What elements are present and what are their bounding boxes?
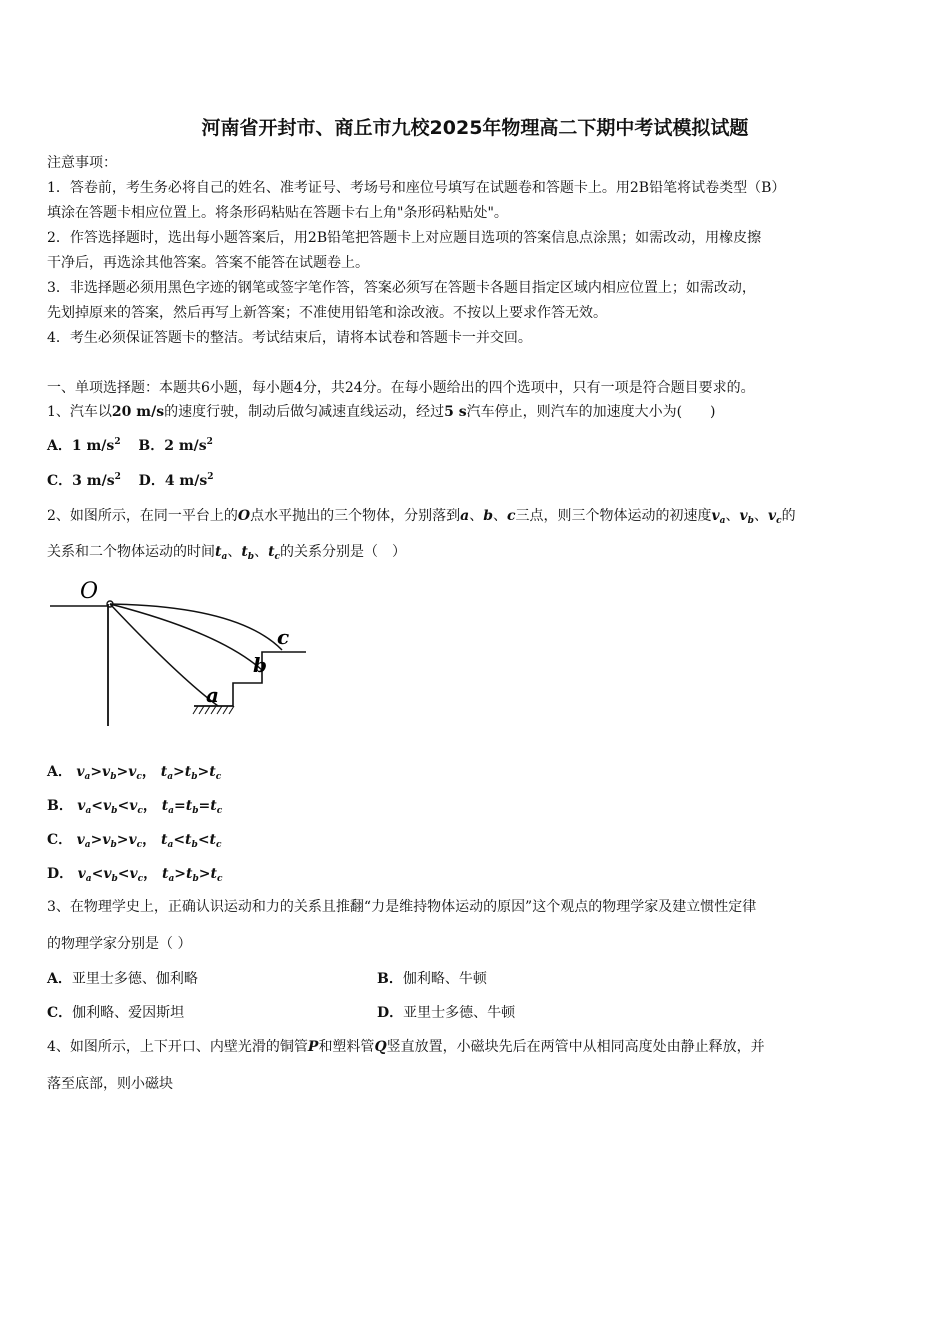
sub: c bbox=[136, 772, 142, 782]
q2-var-v: v bbox=[767, 508, 777, 524]
notice-line: 4．考生必须保证答题卡的整洁。考试结束后，请将本试卷和答题卡一并交回。 bbox=[47, 330, 532, 346]
q1-time: 5 s bbox=[444, 404, 467, 420]
sub: b bbox=[110, 772, 117, 782]
option-letter: A． bbox=[47, 971, 72, 987]
sub: b bbox=[192, 806, 199, 816]
relation: > bbox=[174, 866, 187, 882]
var-v: v bbox=[102, 764, 111, 780]
q1-option-exp: 2 bbox=[114, 437, 121, 447]
q4-var-p: P bbox=[307, 1039, 319, 1055]
var-t: t bbox=[209, 832, 217, 848]
q1-option-value: 1 m/s bbox=[71, 438, 115, 454]
var-v: v bbox=[129, 866, 138, 882]
sub: b bbox=[192, 874, 199, 884]
relation: = bbox=[198, 798, 211, 814]
question-1-stem bbox=[47, 401, 716, 421]
relation: < bbox=[197, 832, 210, 848]
q1-text: 汽车停止，则汽车的加速度大小为( ) bbox=[466, 404, 716, 420]
relation: > bbox=[90, 832, 103, 848]
q2-option-c: C． $v_a>v_b>v_c$， $t_a<t_b<t_c$ bbox=[47, 832, 222, 850]
sub: c bbox=[137, 874, 144, 884]
var-v: v bbox=[76, 832, 85, 848]
q2-point-b: b bbox=[483, 508, 493, 524]
relation: = bbox=[174, 798, 186, 814]
var-t: t bbox=[210, 798, 217, 814]
var-t: t bbox=[186, 866, 193, 882]
q2-text: 的 bbox=[781, 508, 796, 524]
option-letter: C． bbox=[47, 1005, 73, 1021]
var-t: t bbox=[161, 866, 169, 882]
sub: a bbox=[168, 806, 174, 816]
relation: < bbox=[91, 866, 104, 882]
q1-text: 1、汽车以 bbox=[47, 404, 112, 420]
q2-var-t: t bbox=[241, 544, 248, 560]
option-letter: A． bbox=[47, 764, 72, 780]
q2-var-v: v bbox=[739, 508, 748, 524]
var-t: t bbox=[160, 764, 168, 780]
q4-text: 竖直放置，小磁块先后在两管中从相同高度处由静止释放，并 bbox=[386, 1039, 765, 1055]
option-letter: B． bbox=[47, 798, 73, 814]
q2-sep: 、 bbox=[753, 508, 768, 524]
q2-sep: 、 bbox=[469, 508, 484, 524]
notice-line: 先划掉原来的答案，然后再写上新答案；不准使用铅笔和涂改液。不按以上要求作答无效。 bbox=[47, 305, 607, 321]
var-v: v bbox=[128, 764, 137, 780]
q2-text: 的关系分别是（ ） bbox=[280, 544, 407, 560]
label-o: O bbox=[80, 579, 99, 604]
q1-option-letter: A． bbox=[47, 438, 72, 454]
option-text: 伽利略、爱因斯坦 bbox=[72, 1005, 185, 1021]
notice-line: 填涂在答题卡相应位置上。将条形码粘贴在答题卡右上角"条形码粘贴处"。 bbox=[47, 205, 508, 221]
option-letter: D． bbox=[47, 866, 74, 882]
projectile-figure bbox=[44, 572, 314, 732]
relation: > bbox=[197, 764, 210, 780]
q1-option-value: 4 m/s bbox=[164, 473, 208, 489]
sub: a bbox=[167, 772, 174, 782]
var-t: t bbox=[184, 764, 192, 780]
q1-options-row bbox=[47, 470, 214, 490]
q1-option-value: 3 m/s bbox=[72, 473, 115, 489]
option-letter: B． bbox=[377, 971, 403, 987]
q1-option-letter: C． bbox=[47, 473, 73, 489]
q3-option-a bbox=[47, 968, 198, 988]
var-v: v bbox=[77, 866, 86, 882]
var-v: v bbox=[103, 866, 112, 882]
sub: b bbox=[111, 874, 118, 884]
question-2-stem-line2 bbox=[47, 541, 406, 562]
q1-option-exp: 2 bbox=[114, 472, 121, 482]
notice-line: 2．作答选择题时，选出每小题答案后，用2B铅笔把答题卡上对应题目选项的答案信息点涂黑；如需改动，用橡皮擦 bbox=[47, 230, 762, 246]
sub: c bbox=[215, 772, 222, 782]
q4-var-q: Q bbox=[374, 1039, 387, 1055]
sub: a bbox=[167, 840, 174, 850]
relation: < bbox=[173, 832, 186, 848]
q1-option-letter: D． bbox=[138, 473, 165, 489]
var-v: v bbox=[128, 832, 137, 848]
var-t: t bbox=[209, 764, 216, 780]
q2-var-v: v bbox=[711, 508, 720, 524]
sub: c bbox=[136, 840, 143, 850]
q2-text: 关系和二个物体运动的时间 bbox=[47, 544, 215, 560]
relation: > bbox=[116, 832, 129, 848]
sub: a bbox=[85, 874, 92, 884]
relation: < bbox=[117, 798, 130, 814]
question-3-stem: 3、在物理学史上，正确认识运动和力的关系且推翻“力是维持物体运动的原因”这个观点的物理学家及建立惯性定律 bbox=[47, 899, 757, 915]
q2-option-a: A． $v_a>v_b>v_c$， $t_a>t_b>t_c$ bbox=[47, 764, 222, 782]
q4-text: 和塑料管 bbox=[318, 1039, 375, 1055]
notice-heading: 注意事项： bbox=[47, 155, 117, 171]
q2-text: 2、如图所示，在同一平台上的 bbox=[47, 508, 238, 524]
q2-sub: c bbox=[274, 552, 281, 562]
q2-text: 三点，则三个物体运动的初速度 bbox=[515, 508, 712, 524]
q1-option-letter: B． bbox=[138, 438, 165, 454]
q2-text: 点水平抛出的三个物体，分别落到 bbox=[250, 508, 461, 524]
q2-sub: b bbox=[247, 552, 255, 562]
label-a: a bbox=[206, 683, 219, 707]
q2-point-c: c bbox=[507, 508, 516, 524]
q2-point-a: a bbox=[460, 508, 470, 524]
sub: c bbox=[217, 874, 223, 884]
q2-sub: b bbox=[747, 516, 754, 526]
relation: > bbox=[116, 764, 129, 780]
var-t: t bbox=[185, 832, 192, 848]
sub: c bbox=[137, 806, 143, 816]
relation: > bbox=[90, 764, 103, 780]
q2-option-b: B． $v_a<v_b<v_c$， $t_a=t_b=t_c$ bbox=[47, 798, 223, 816]
sub: b bbox=[111, 806, 118, 816]
sub: b bbox=[191, 772, 198, 782]
var-t: t bbox=[185, 798, 193, 814]
notice-line: 干净后，再选涂其他答案。答案不能答在试题卷上。 bbox=[47, 255, 369, 271]
relation: > bbox=[173, 764, 185, 780]
q2-sep: 、 bbox=[227, 544, 242, 560]
q2-sub: a bbox=[221, 552, 228, 562]
q1-options-row bbox=[47, 435, 213, 455]
q1-option-exp: 2 bbox=[207, 472, 214, 482]
label-c: c bbox=[277, 625, 290, 649]
q2-sub: a bbox=[719, 516, 726, 526]
q2-var-t: t bbox=[215, 544, 222, 560]
option-text: 亚里士多德、牛顿 bbox=[403, 1005, 516, 1021]
q3-option-c bbox=[47, 1002, 184, 1022]
question-4-stem-line2: 落至底部，则小磁块 bbox=[47, 1076, 173, 1092]
q1-text: 的速度行驶，制动后做匀减速直线运动，经过 bbox=[164, 404, 445, 420]
sub: a bbox=[84, 772, 91, 782]
q4-text: 4、如图所示，上下开口、内壁光滑的铜管 bbox=[47, 1039, 308, 1055]
hatch-marks bbox=[193, 706, 234, 714]
sub: c bbox=[216, 840, 222, 850]
label-b: b bbox=[253, 653, 267, 677]
option-text: 伽利略、牛顿 bbox=[402, 971, 487, 987]
notice-line: 1．答卷前，考生务必将自己的姓名、准考证号、考场号和座位号填写在试题卷和答题卡上。用2B铅笔将试卷类型（B） bbox=[47, 180, 786, 196]
q3-option-b bbox=[377, 968, 487, 988]
q1-option-value: 2 m/s bbox=[164, 438, 207, 454]
var-t: t bbox=[161, 798, 169, 814]
notice-line: 3．非选择题必须用黑色字迹的钢笔或签字笔作答，答案必须写在答题卡各题目指定区域内相应位置上；如需改动， bbox=[47, 280, 756, 296]
q2-var-t: t bbox=[268, 544, 275, 560]
question-4-stem bbox=[47, 1036, 765, 1056]
q2-sub: c bbox=[776, 516, 782, 526]
option-text: 亚里士多德、伽利略 bbox=[71, 971, 198, 987]
trajectory-b bbox=[110, 604, 262, 670]
var-v: v bbox=[103, 798, 112, 814]
option-letter: C． bbox=[47, 832, 73, 848]
q3-option-d bbox=[377, 1002, 515, 1022]
sub: c bbox=[216, 806, 223, 816]
relation: < bbox=[117, 866, 130, 882]
q1-speed: 20 m/s bbox=[111, 404, 165, 420]
var-v: v bbox=[129, 798, 138, 814]
page-title: 河南省开封市、商丘市九校2025年物理高二下期中考试模拟试题 bbox=[201, 117, 749, 139]
sub: a bbox=[168, 874, 175, 884]
var-t: t bbox=[210, 866, 217, 882]
sub: b bbox=[191, 840, 198, 850]
relation: > bbox=[198, 866, 211, 882]
q2-option-d: D． $v_a<v_b<v_c$， $t_a>t_b>t_c$ bbox=[47, 866, 223, 884]
var-v: v bbox=[77, 798, 86, 814]
section-heading: 一、单项选择题：本题共6小题，每小题4分，共24分。在每小题给出的四个选项中，只有一项是符合题目要求的。 bbox=[47, 380, 755, 396]
relation: < bbox=[91, 798, 104, 814]
sub: a bbox=[84, 840, 91, 850]
q2-sep: 、 bbox=[725, 508, 740, 524]
sub: b bbox=[110, 840, 117, 850]
q2-sep: 、 bbox=[254, 544, 269, 560]
var-v: v bbox=[76, 764, 85, 780]
option-letter: D． bbox=[377, 1005, 404, 1021]
question-3-stem-line2: 的物理学家分别是（ ） bbox=[47, 936, 192, 952]
sub: a bbox=[85, 806, 92, 816]
question-2-stem bbox=[47, 505, 796, 526]
q1-option-exp: 2 bbox=[206, 437, 213, 447]
q2-point-o: O bbox=[237, 508, 251, 524]
var-v: v bbox=[102, 832, 111, 848]
q2-sep: 、 bbox=[493, 508, 507, 524]
var-t: t bbox=[161, 832, 168, 848]
